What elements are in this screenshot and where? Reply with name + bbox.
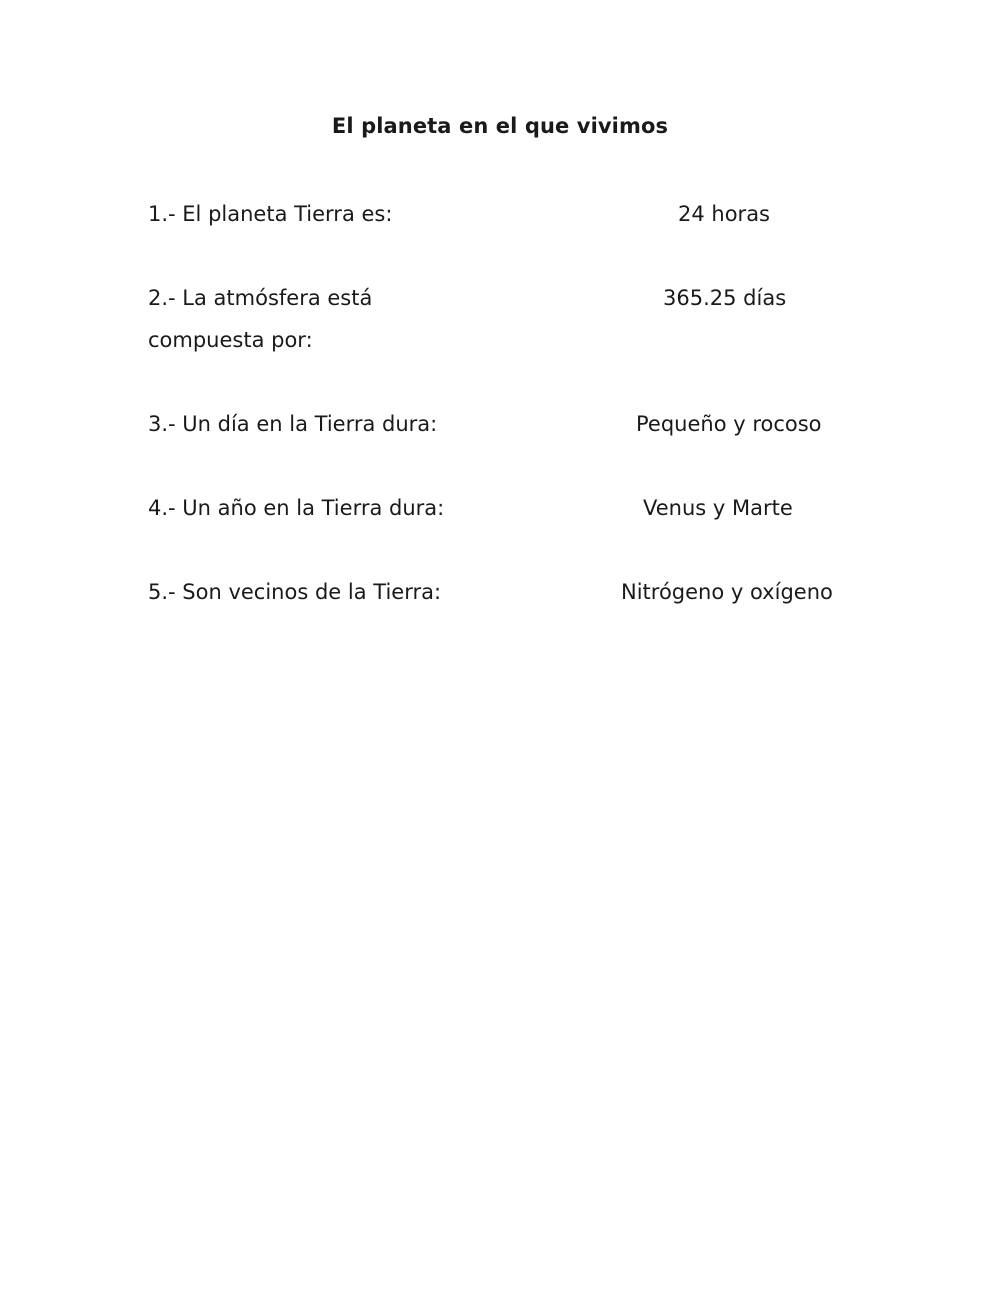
answer-option-3: Pequeño y rocoso [636, 412, 822, 436]
page-title: El planeta en el que vivimos [331, 114, 669, 138]
question-2 [148, 277, 372, 361]
question-4-text: 4.- Un año en la Tierra dura: [148, 496, 445, 520]
answer-option-5: Nitrógeno y oxígeno [621, 580, 833, 604]
question-3-text: 3.- Un día en la Tierra dura: [148, 412, 438, 436]
question-2-text-line2: compuesta por: [148, 328, 313, 352]
answer-option-4: Venus y Marte [643, 496, 793, 520]
answer-option-2: 365.25 días [663, 286, 787, 310]
answer-option-1: 24 horas [678, 202, 770, 226]
question-5 [148, 571, 441, 613]
question-4 [148, 487, 444, 529]
question-1-text: 1.- El planeta Tierra es: [148, 202, 393, 226]
question-1 [148, 193, 392, 235]
question-3 [148, 403, 437, 445]
question-5-text: 5.- Son vecinos de la Tierra: [148, 580, 442, 604]
question-2-text-line1: 2.- La atmósfera está [148, 286, 373, 310]
